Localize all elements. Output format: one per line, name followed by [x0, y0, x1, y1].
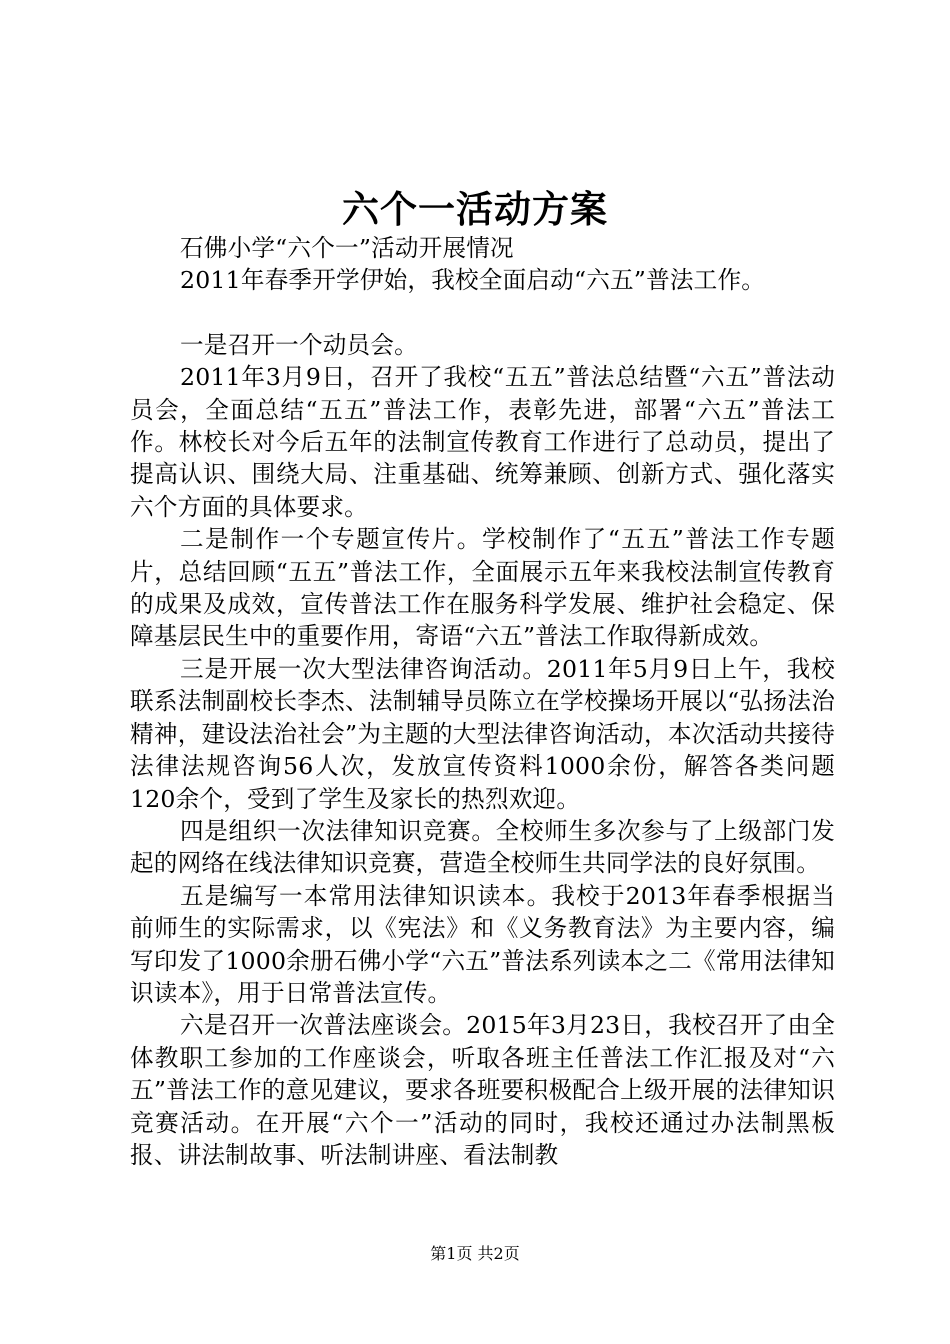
page-footer: 第1页 共2页 — [430, 1244, 520, 1263]
paragraph-item-6: 六是召开一次普法座谈会。2015年3月23日，我校召开了由全体教职工参加的工作座谈会，听取各班主任普法工作汇报及对“六五”普法工作的意见建议，要求各班要积极配合上级开展的法律知识竞赛活动。在开展“六个一”活动的同时，我校还通过办法制黑板报、讲法制故事、听法制讲座、看法制教 — [130, 1011, 835, 1169]
paragraph-item-4: 四是组织一次法律知识竞赛。全校师生多次参与了上级部门发起的网络在线法律知识竞赛，营造全校师生共同学法的良好氛围。 — [130, 816, 835, 878]
paragraph-subtitle: 石佛小学“六个一”活动开展情况 — [180, 234, 514, 262]
paragraph-item-1-body: 2011年3月9日，召开了我校“五五”普法总结暨“六五”普法动员会，全面总结“五五”普法工作，表彰先进，部署“六五”普法工作。林校长对今后五年的法制宣传教育工作进行了总动员，提出了提高认识、围绕大局、注重基础、统筹兼顾、创新方式、强化落实六个方面的具体要求。 — [130, 363, 835, 521]
document-title: 六个一活动方案 — [342, 187, 608, 231]
paragraph-item-5: 五是编写一本常用法律知识读本。我校于2013年春季根据当前师生的实际需求，以《宪法》和《义务教育法》为主要内容，编写印发了1000余册石佛小学“六五”普法系列读本之二《常用法律知识读本》，用于日常普法宣传。 — [130, 881, 835, 1007]
paragraph-intro: 2011年春季开学伊始，我校全面启动“六五”普法工作。 — [180, 266, 766, 295]
paragraph-item-3: 三是开展一次大型法律咨询活动。2011年5月9日上午，我校联系法制副校长李杰、法制辅导员陈立在学校操场开展以“弘扬法治精神，建设法治社会”为主题的大型法律咨询活动，本次活动共接待法律法规咨询56人次，发放宣传资料1000余份，解答各类问题120余个，受到了学生及家长的热烈欢迎。 — [130, 654, 835, 813]
document-body — [130, 232, 835, 1171]
paragraph-item-1-heading: 一是召开一个动员会。 — [180, 330, 418, 359]
paragraph-item-2: 二是制作一个专题宣传片。学校制作了“五五”普法工作专题片，总结回顾“五五”普法工作，全面展示五年来我校法制宣传教育的成果及成效，宣传普法工作在服务科学发展、维护社会稳定、保障基层民生中的重要作用，寄语“六五”普法工作取得新成效。 — [130, 525, 835, 651]
